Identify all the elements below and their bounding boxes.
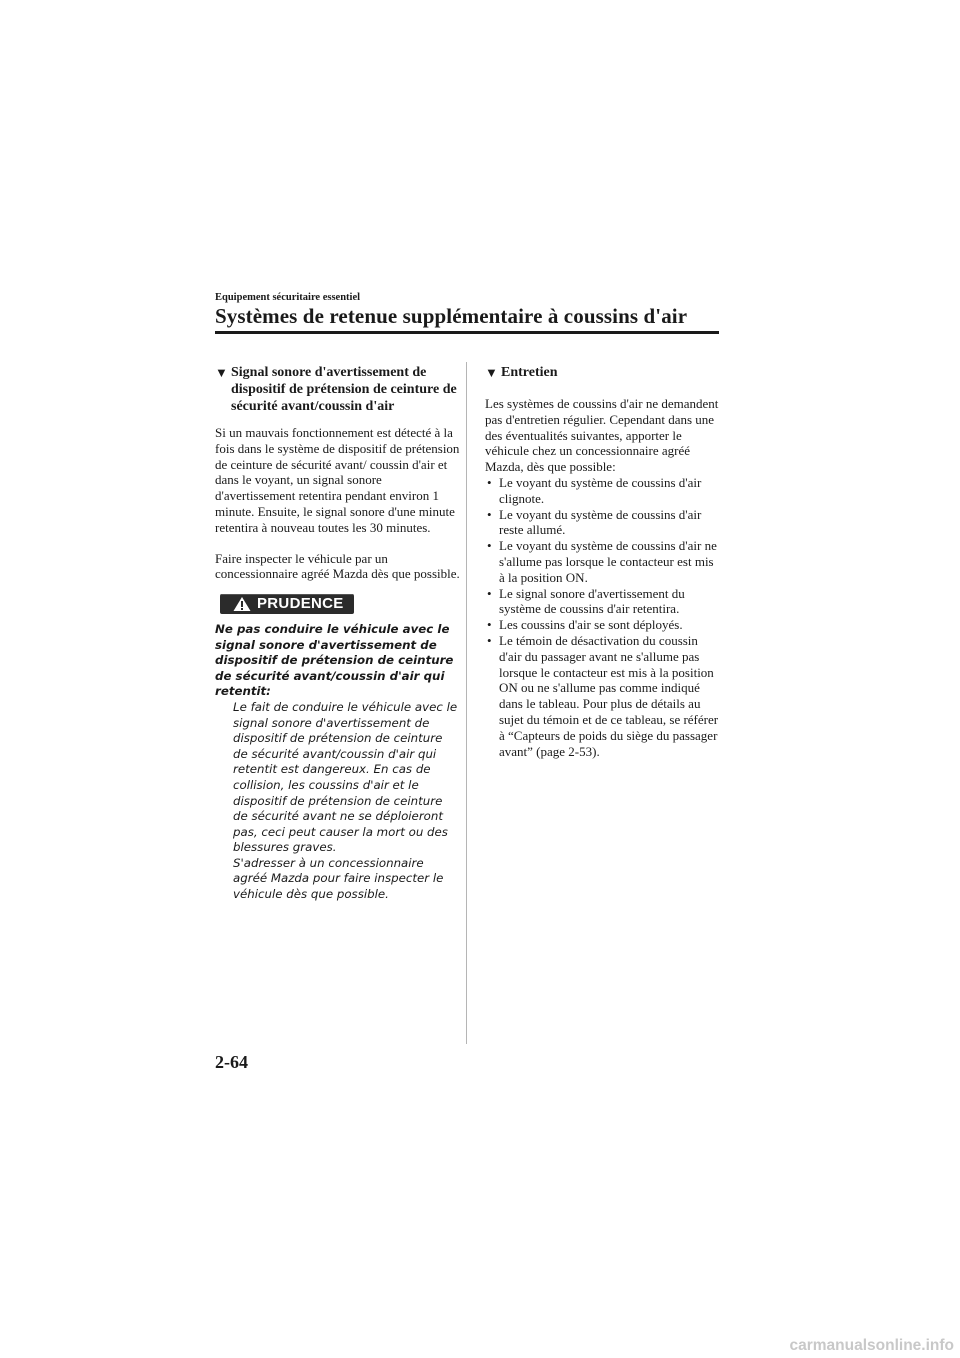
list-item: • Le voyant du système de coussins d'air reste allumé. [485, 507, 720, 539]
page-number: 2-64 [215, 1052, 248, 1072]
maintenance-intro: Les systèmes de coussins d'air ne demandent pas d'entretien régulier. Cependant dans une des éventualités suivantes, apporter le véhicule chez un concessionnaire agréé Mazda, dès que possible: [485, 396, 719, 475]
triangle-down-icon: ▼ [215, 365, 228, 380]
maintenance-heading [485, 364, 720, 381]
triangle-down-icon: ▼ [485, 365, 498, 380]
warning-triangle-icon [233, 596, 251, 612]
title-rule [215, 331, 719, 334]
caution-body-1: Le fait de conduire le véhicule avec le signal sonore d'avertissement de dispositif de prétension de ceinture de sécurité avant/coussin d'air qui retentit est dangereux. En cas de collision, les coussins d'air et le dispositif de prétension de ceinture de sécurité avant ne se déploieront pas, ceci peut causer la mort ou des blessures graves. [233, 699, 458, 855]
warning-sound-heading [215, 364, 460, 415]
page-title: Systèmes de retenue supplémentaire à coussins d'air [215, 304, 688, 328]
column-divider [466, 362, 467, 1044]
maintenance-heading-text: Entretien [501, 365, 558, 380]
list-item: • Le témoin de désactivation du coussin d'air du passager avant ne s'allume pas lorsque le contacteur est mis à la position ON ou ne s'allume pas comme indiqué dans le tableau. Pour plus de détails au sujet du témoin et de ce tableau, se référer à “Capteurs de poids du siège du passager avant” (page 2-53). [485, 633, 720, 759]
left-column [215, 364, 460, 903]
list-item: • Les coussins d'air se sont déployés. [485, 617, 720, 633]
section-label: Equipement sécuritaire essentiel [215, 292, 361, 303]
watermark: carmanualsonline.info [789, 1337, 954, 1354]
inspection-paragraph: Faire inspecter le véhicule par un concessionnaire agréé Mazda dès que possible. [215, 550, 460, 582]
list-item: • Le voyant du système de coussins d'air ne s'allume pas lorsque le contacteur est mis à la position ON. [485, 538, 720, 585]
maintenance-list [485, 475, 720, 759]
list-item: • Le signal sonore d'avertissement du système de coussins d'air retentira. [485, 586, 720, 618]
list-item: • Le voyant du système de coussins d'air clignote. [485, 475, 720, 507]
right-column [485, 364, 720, 759]
caution-badge [220, 594, 354, 614]
warning-sound-paragraph: Si un mauvais fonctionnement est détecté à la fois dans le système de dispositif de prétension de ceinture de sécurité avant/ coussin d'air et dans le voyant, un signal sonore d'avertissement retentira pendant environ 1 minute. Ensuite, le signal sonore d'une minute retentira à nouveau toutes les 30 minutes. [215, 425, 460, 535]
caution-label: PRUDENCE [257, 595, 344, 613]
caution-lead: Ne pas conduire le véhicule avec le signal sonore d'avertissement de dispositif de prétension de ceinture de sécurité avant/coussin d'air qui retentit: [215, 621, 454, 699]
warning-sound-heading-text: Signal sonore d'avertissement de dispositif de prétension de ceinture de sécurité avant/coussin d'air [231, 365, 457, 414]
caution-body-2: S'adresser à un concessionnaire agréé Mazda pour faire inspecter le véhicule dès que possible. [233, 855, 444, 902]
